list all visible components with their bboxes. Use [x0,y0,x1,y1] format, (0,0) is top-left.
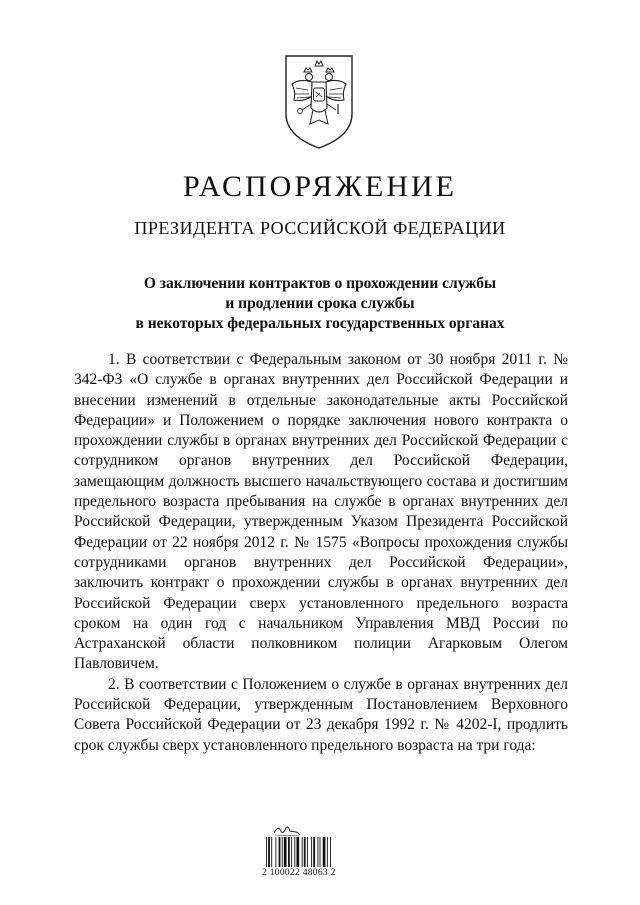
coat-of-arms-emblem [282,52,356,152]
paragraph-1: 1. В соответствии с Федеральным законом от 30 ноября 2011 г. № 342-ФЗ «О службе в органах внутренних дел Российской Федерации и внесении изменений в отдельные законодательные акты Российской Федерации» и Положением о порядке заключения нового контракта о прохождении службы в органах внутренних дел Российской Федерации с сотрудником органов внутренних дел Российской Федерации, замещающим должность высшего начальствующего состава и достигшим предельного возраста пребывания на службе в органах внутренних дел Российской Федерации, утвержденным Указом Президента Российской Федерации от 22 ноября 2012 г. № 1575 «Вопросы прохождения службы сотрудниками органов внутренних дел Российской Федерации», заключить контракт о прохождении службы в органах внутренних дел Российской Федерации сверх установленного предельного возраста сроком на один год с начальником Управления МВД России по Астраханской области полковником полиции Агарковым Олегом Павловичем. [74,351,568,673]
paragraph-2: 2. В соответствии с Положением о службе в органах внутренних дел Российской Федерации, утвержденным Постановлением Верховного Совета Российской Федерации от 23 декабря 1992 г. № 4202-I, продлить срок службы сверх установленного предельного возраста на три года: [74,675,568,754]
document-subtitle: ПРЕЗИДЕНТА РОССИЙСКОЙ ФЕДЕРАЦИИ [134,218,506,238]
document-heading [0,274,640,334]
heading-line: и продлении срока службы [225,295,415,312]
barcode-icon [266,837,354,867]
document-title: РАСПОРЯЖЕНИЕ [182,170,458,203]
document-body [74,350,568,756]
barcode-block [262,823,362,883]
heading-line: в некоторых федеральных государственных органах [135,315,505,332]
barcode-number: 2 100022 48063 2 [262,868,336,878]
heading-line: О заключении контрактов о прохождении службы [143,275,497,292]
signature-mark-icon [272,823,302,837]
